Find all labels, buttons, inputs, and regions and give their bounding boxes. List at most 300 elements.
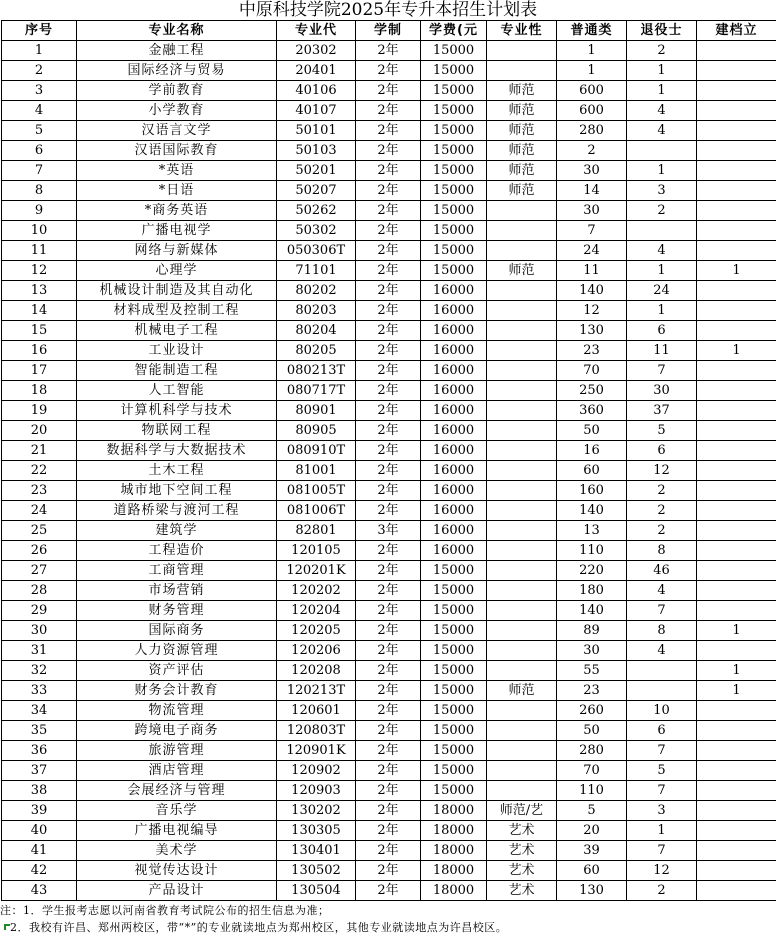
cell-no[interactable]: 31: [2, 641, 77, 661]
cell-fee[interactable]: 15000: [421, 721, 487, 741]
cell-years[interactable]: 2年: [356, 261, 421, 281]
cell-type[interactable]: 艺术: [487, 881, 557, 901]
cell-name[interactable]: 汉语言文学: [77, 121, 277, 141]
cell-fee[interactable]: 15000: [421, 741, 487, 761]
cell-no[interactable]: 10: [2, 221, 77, 241]
cell-no[interactable]: 24: [2, 501, 77, 521]
cell-name[interactable]: 工业设计: [77, 341, 277, 361]
header-cell-general[interactable]: 普通类: [557, 21, 627, 41]
cell-general[interactable]: 50: [557, 421, 627, 441]
header-cell-dang[interactable]: 建档立: [697, 21, 776, 41]
cell-veteran[interactable]: 1: [627, 821, 697, 841]
cell-general[interactable]: 180: [557, 581, 627, 601]
cell-name[interactable]: 音乐学: [77, 801, 277, 821]
cell-fee[interactable]: 15000: [421, 781, 487, 801]
cell-dang[interactable]: [697, 41, 776, 61]
cell-dang[interactable]: [697, 721, 776, 741]
cell-name[interactable]: 小学教育: [77, 101, 277, 121]
cell-type[interactable]: [487, 561, 557, 581]
cell-type[interactable]: [487, 301, 557, 321]
cell-veteran[interactable]: 12: [627, 461, 697, 481]
cell-years[interactable]: 2年: [356, 301, 421, 321]
cell-fee[interactable]: 18000: [421, 841, 487, 861]
cell-name[interactable]: 工商管理: [77, 561, 277, 581]
cell-general[interactable]: 23: [557, 681, 627, 701]
cell-type[interactable]: [487, 201, 557, 221]
cell-type[interactable]: [487, 281, 557, 301]
cell-name[interactable]: 人工智能: [77, 381, 277, 401]
cell-general[interactable]: 130: [557, 881, 627, 901]
cell-years[interactable]: 2年: [356, 641, 421, 661]
cell-type[interactable]: 师范/艺: [487, 801, 557, 821]
cell-type[interactable]: [487, 761, 557, 781]
cell-veteran[interactable]: 10: [627, 701, 697, 721]
cell-type[interactable]: [487, 541, 557, 561]
cell-fee[interactable]: 16000: [421, 481, 487, 501]
cell-type[interactable]: [487, 601, 557, 621]
cell-code[interactable]: 20302: [277, 41, 356, 61]
cell-veteran[interactable]: 2: [627, 41, 697, 61]
cell-fee[interactable]: 15000: [421, 221, 487, 241]
cell-no[interactable]: 40: [2, 821, 77, 841]
cell-general[interactable]: 50: [557, 721, 627, 741]
cell-years[interactable]: 2年: [356, 481, 421, 501]
cell-years[interactable]: 2年: [356, 621, 421, 641]
cell-dang[interactable]: [697, 321, 776, 341]
cell-veteran[interactable]: 37: [627, 401, 697, 421]
cell-years[interactable]: 2年: [356, 401, 421, 421]
cell-fee[interactable]: 16000: [421, 501, 487, 521]
cell-no[interactable]: 30: [2, 621, 77, 641]
cell-no[interactable]: 6: [2, 141, 77, 161]
cell-type[interactable]: [487, 641, 557, 661]
cell-code[interactable]: 50262: [277, 201, 356, 221]
cell-general[interactable]: 250: [557, 381, 627, 401]
cell-code[interactable]: 80203: [277, 301, 356, 321]
cell-years[interactable]: 2年: [356, 741, 421, 761]
cell-code[interactable]: 80901: [277, 401, 356, 421]
cell-years[interactable]: 2年: [356, 341, 421, 361]
cell-code[interactable]: 081005T: [277, 481, 356, 501]
cell-fee[interactable]: 15000: [421, 181, 487, 201]
cell-veteran[interactable]: 11: [627, 341, 697, 361]
cell-fee[interactable]: 16000: [421, 541, 487, 561]
cell-dang[interactable]: 1: [697, 661, 776, 681]
cell-fee[interactable]: 15000: [421, 261, 487, 281]
cell-type[interactable]: [487, 741, 557, 761]
cell-dang[interactable]: [697, 441, 776, 461]
cell-years[interactable]: 2年: [356, 81, 421, 101]
cell-name[interactable]: 计算机科学与技术: [77, 401, 277, 421]
cell-veteran[interactable]: 2: [627, 881, 697, 901]
cell-type[interactable]: 师范: [487, 81, 557, 101]
cell-no[interactable]: 32: [2, 661, 77, 681]
cell-dang[interactable]: [697, 761, 776, 781]
cell-veteran[interactable]: 2: [627, 481, 697, 501]
cell-general[interactable]: 89: [557, 621, 627, 641]
cell-dang[interactable]: [697, 861, 776, 881]
cell-type[interactable]: [487, 781, 557, 801]
cell-code[interactable]: 50101: [277, 121, 356, 141]
cell-name[interactable]: 旅游管理: [77, 741, 277, 761]
cell-general[interactable]: 12: [557, 301, 627, 321]
cell-general[interactable]: 60: [557, 461, 627, 481]
cell-code[interactable]: 50201: [277, 161, 356, 181]
cell-years[interactable]: 2年: [356, 781, 421, 801]
cell-veteran[interactable]: 1: [627, 61, 697, 81]
cell-general[interactable]: 140: [557, 601, 627, 621]
cell-fee[interactable]: 18000: [421, 861, 487, 881]
cell-no[interactable]: 18: [2, 381, 77, 401]
cell-code[interactable]: 120901K: [277, 741, 356, 761]
header-cell-type[interactable]: 专业性: [487, 21, 557, 41]
header-cell-veteran[interactable]: 退役士: [627, 21, 697, 41]
cell-general[interactable]: 30: [557, 161, 627, 181]
cell-code[interactable]: 120105: [277, 541, 356, 561]
cell-name[interactable]: 人力资源管理: [77, 641, 277, 661]
cell-type[interactable]: [487, 721, 557, 741]
cell-general[interactable]: 260: [557, 701, 627, 721]
cell-dang[interactable]: [697, 821, 776, 841]
cell-code[interactable]: 050306T: [277, 241, 356, 261]
cell-years[interactable]: 2年: [356, 181, 421, 201]
cell-fee[interactable]: 15000: [421, 601, 487, 621]
cell-fee[interactable]: 16000: [421, 381, 487, 401]
cell-no[interactable]: 38: [2, 781, 77, 801]
cell-veteran[interactable]: 1: [627, 81, 697, 101]
cell-veteran[interactable]: 5: [627, 761, 697, 781]
cell-veteran[interactable]: 7: [627, 741, 697, 761]
cell-fee[interactable]: 16000: [421, 341, 487, 361]
cell-name[interactable]: 会展经济与管理: [77, 781, 277, 801]
cell-name[interactable]: 道路桥梁与渡河工程: [77, 501, 277, 521]
cell-fee[interactable]: 15000: [421, 61, 487, 81]
cell-veteran[interactable]: 8: [627, 621, 697, 641]
cell-no[interactable]: 29: [2, 601, 77, 621]
cell-dang[interactable]: [697, 461, 776, 481]
cell-code[interactable]: 20401: [277, 61, 356, 81]
cell-name[interactable]: 视觉传达设计: [77, 861, 277, 881]
cell-name[interactable]: 数据科学与大数据技术: [77, 441, 277, 461]
cell-type[interactable]: [487, 221, 557, 241]
cell-code[interactable]: 50207: [277, 181, 356, 201]
cell-name[interactable]: 跨境电子商务: [77, 721, 277, 741]
cell-name[interactable]: 智能制造工程: [77, 361, 277, 381]
cell-general[interactable]: 1: [557, 61, 627, 81]
cell-name[interactable]: 国际经济与贸易: [77, 61, 277, 81]
cell-veteran[interactable]: 7: [627, 361, 697, 381]
cell-veteran[interactable]: 6: [627, 721, 697, 741]
cell-no[interactable]: 11: [2, 241, 77, 261]
cell-no[interactable]: 3: [2, 81, 77, 101]
cell-general[interactable]: 70: [557, 761, 627, 781]
cell-type[interactable]: [487, 421, 557, 441]
cell-dang[interactable]: 1: [697, 261, 776, 281]
cell-fee[interactable]: 15000: [421, 101, 487, 121]
cell-code[interactable]: 080910T: [277, 441, 356, 461]
cell-dang[interactable]: [697, 121, 776, 141]
cell-no[interactable]: 21: [2, 441, 77, 461]
cell-years[interactable]: 2年: [356, 801, 421, 821]
cell-name[interactable]: 建筑学: [77, 521, 277, 541]
cell-years[interactable]: 2年: [356, 421, 421, 441]
cell-veteran[interactable]: 1: [627, 261, 697, 281]
cell-fee[interactable]: 15000: [421, 701, 487, 721]
cell-no[interactable]: 26: [2, 541, 77, 561]
cell-fee[interactable]: 15000: [421, 141, 487, 161]
cell-code[interactable]: 120202: [277, 581, 356, 601]
cell-fee[interactable]: 16000: [421, 461, 487, 481]
cell-name[interactable]: 材料成型及控制工程: [77, 301, 277, 321]
cell-name[interactable]: 财务会计教育: [77, 681, 277, 701]
cell-general[interactable]: 140: [557, 281, 627, 301]
cell-general[interactable]: 39: [557, 841, 627, 861]
cell-code[interactable]: 120206: [277, 641, 356, 661]
header-cell-name[interactable]: 专业名称: [77, 21, 277, 41]
cell-code[interactable]: 120201K: [277, 561, 356, 581]
cell-code[interactable]: 120204: [277, 601, 356, 621]
cell-general[interactable]: 60: [557, 861, 627, 881]
cell-fee[interactable]: 15000: [421, 561, 487, 581]
cell-general[interactable]: 360: [557, 401, 627, 421]
cell-general[interactable]: 7: [557, 221, 627, 241]
cell-code[interactable]: 40106: [277, 81, 356, 101]
cell-years[interactable]: 2年: [356, 281, 421, 301]
cell-name[interactable]: 学前教育: [77, 81, 277, 101]
cell-code[interactable]: 130401: [277, 841, 356, 861]
cell-veteran[interactable]: [627, 661, 697, 681]
cell-fee[interactable]: 15000: [421, 621, 487, 641]
cell-code[interactable]: 130305: [277, 821, 356, 841]
cell-dang[interactable]: [697, 561, 776, 581]
cell-code[interactable]: 120903: [277, 781, 356, 801]
cell-code[interactable]: 081006T: [277, 501, 356, 521]
cell-name[interactable]: 网络与新媒体: [77, 241, 277, 261]
cell-name[interactable]: 机械设计制造及其自动化: [77, 281, 277, 301]
cell-dang[interactable]: [697, 281, 776, 301]
cell-general[interactable]: 110: [557, 781, 627, 801]
cell-no[interactable]: 34: [2, 701, 77, 721]
cell-no[interactable]: 5: [2, 121, 77, 141]
cell-type[interactable]: [487, 481, 557, 501]
cell-code[interactable]: 50103: [277, 141, 356, 161]
cell-no[interactable]: 8: [2, 181, 77, 201]
cell-code[interactable]: 130202: [277, 801, 356, 821]
cell-general[interactable]: 280: [557, 121, 627, 141]
cell-veteran[interactable]: 4: [627, 581, 697, 601]
cell-dang[interactable]: [697, 741, 776, 761]
cell-dang[interactable]: [697, 781, 776, 801]
cell-dang[interactable]: [697, 81, 776, 101]
cell-years[interactable]: 2年: [356, 821, 421, 841]
cell-code[interactable]: 81001: [277, 461, 356, 481]
cell-general[interactable]: 20: [557, 821, 627, 841]
cell-dang[interactable]: [697, 301, 776, 321]
cell-dang[interactable]: [697, 101, 776, 121]
header-cell-years[interactable]: 学制: [356, 21, 421, 41]
cell-veteran[interactable]: [627, 141, 697, 161]
cell-general[interactable]: 30: [557, 201, 627, 221]
cell-years[interactable]: 2年: [356, 761, 421, 781]
cell-general[interactable]: 130: [557, 321, 627, 341]
header-cell-code[interactable]: 专业代: [277, 21, 356, 41]
cell-no[interactable]: 9: [2, 201, 77, 221]
cell-years[interactable]: 2年: [356, 601, 421, 621]
cell-veteran[interactable]: 3: [627, 181, 697, 201]
cell-name[interactable]: 国际商务: [77, 621, 277, 641]
cell-code[interactable]: 82801: [277, 521, 356, 541]
cell-name[interactable]: 物联网工程: [77, 421, 277, 441]
cell-veteran[interactable]: 7: [627, 601, 697, 621]
cell-type[interactable]: [487, 241, 557, 261]
cell-veteran[interactable]: 46: [627, 561, 697, 581]
cell-general[interactable]: 13: [557, 521, 627, 541]
cell-code[interactable]: 120902: [277, 761, 356, 781]
cell-type[interactable]: [487, 361, 557, 381]
cell-years[interactable]: 2年: [356, 581, 421, 601]
cell-dang[interactable]: [697, 481, 776, 501]
cell-name[interactable]: 心理学: [77, 261, 277, 281]
cell-type[interactable]: 师范: [487, 681, 557, 701]
cell-veteran[interactable]: [627, 221, 697, 241]
cell-type[interactable]: [487, 381, 557, 401]
cell-years[interactable]: 2年: [356, 381, 421, 401]
cell-years[interactable]: 2年: [356, 361, 421, 381]
cell-dang[interactable]: [697, 401, 776, 421]
cell-no[interactable]: 1: [2, 41, 77, 61]
cell-general[interactable]: 600: [557, 81, 627, 101]
cell-general[interactable]: 70: [557, 361, 627, 381]
cell-no[interactable]: 19: [2, 401, 77, 421]
cell-years[interactable]: 2年: [356, 501, 421, 521]
cell-type[interactable]: [487, 341, 557, 361]
cell-code[interactable]: 80905: [277, 421, 356, 441]
cell-veteran[interactable]: [627, 681, 697, 701]
cell-type[interactable]: [487, 401, 557, 421]
cell-general[interactable]: 110: [557, 541, 627, 561]
cell-veteran[interactable]: 3: [627, 801, 697, 821]
cell-years[interactable]: 2年: [356, 881, 421, 901]
cell-years[interactable]: 2年: [356, 441, 421, 461]
cell-general[interactable]: 11: [557, 261, 627, 281]
cell-dang[interactable]: [697, 141, 776, 161]
cell-name[interactable]: 美术学: [77, 841, 277, 861]
cell-general[interactable]: 140: [557, 501, 627, 521]
cell-type[interactable]: [487, 501, 557, 521]
cell-type[interactable]: 师范: [487, 181, 557, 201]
cell-name[interactable]: 财务管理: [77, 601, 277, 621]
cell-code[interactable]: 130502: [277, 861, 356, 881]
cell-general[interactable]: 5: [557, 801, 627, 821]
cell-veteran[interactable]: 2: [627, 521, 697, 541]
cell-general[interactable]: 16: [557, 441, 627, 461]
cell-fee[interactable]: 18000: [421, 881, 487, 901]
cell-no[interactable]: 14: [2, 301, 77, 321]
cell-years[interactable]: 2年: [356, 61, 421, 81]
cell-type[interactable]: 师范: [487, 161, 557, 181]
cell-dang[interactable]: [697, 541, 776, 561]
cell-veteran[interactable]: 7: [627, 781, 697, 801]
cell-veteran[interactable]: 6: [627, 441, 697, 461]
cell-fee[interactable]: 16000: [421, 361, 487, 381]
cell-veteran[interactable]: 2: [627, 201, 697, 221]
cell-fee[interactable]: 16000: [421, 321, 487, 341]
cell-code[interactable]: 120803T: [277, 721, 356, 741]
cell-no[interactable]: 43: [2, 881, 77, 901]
cell-general[interactable]: 2: [557, 141, 627, 161]
cell-name[interactable]: *日语: [77, 181, 277, 201]
cell-years[interactable]: 2年: [356, 221, 421, 241]
cell-fee[interactable]: 15000: [421, 241, 487, 261]
cell-fee[interactable]: 16000: [421, 281, 487, 301]
cell-name[interactable]: 工程造价: [77, 541, 277, 561]
cell-no[interactable]: 25: [2, 521, 77, 541]
cell-general[interactable]: 14: [557, 181, 627, 201]
cell-fee[interactable]: 15000: [421, 161, 487, 181]
cell-fee[interactable]: 15000: [421, 41, 487, 61]
cell-type[interactable]: 师范: [487, 121, 557, 141]
cell-name[interactable]: 资产评估: [77, 661, 277, 681]
cell-no[interactable]: 28: [2, 581, 77, 601]
cell-veteran[interactable]: 7: [627, 841, 697, 861]
cell-code[interactable]: 130504: [277, 881, 356, 901]
cell-type[interactable]: 师范: [487, 261, 557, 281]
cell-dang[interactable]: 1: [697, 621, 776, 641]
cell-no[interactable]: 20: [2, 421, 77, 441]
cell-code[interactable]: 080213T: [277, 361, 356, 381]
cell-no[interactable]: 36: [2, 741, 77, 761]
cell-type[interactable]: [487, 521, 557, 541]
cell-general[interactable]: 1: [557, 41, 627, 61]
cell-fee[interactable]: 15000: [421, 761, 487, 781]
cell-type[interactable]: [487, 621, 557, 641]
cell-code[interactable]: 120205: [277, 621, 356, 641]
cell-name[interactable]: 汉语国际教育: [77, 141, 277, 161]
cell-dang[interactable]: [697, 801, 776, 821]
cell-years[interactable]: 2年: [356, 841, 421, 861]
cell-type[interactable]: [487, 581, 557, 601]
cell-dang[interactable]: [697, 581, 776, 601]
cell-years[interactable]: 2年: [356, 561, 421, 581]
cell-code[interactable]: 80205: [277, 341, 356, 361]
cell-general[interactable]: 280: [557, 741, 627, 761]
cell-general[interactable]: 160: [557, 481, 627, 501]
cell-years[interactable]: 2年: [356, 721, 421, 741]
cell-dang[interactable]: [697, 701, 776, 721]
cell-years[interactable]: 3年: [356, 521, 421, 541]
cell-no[interactable]: 27: [2, 561, 77, 581]
cell-no[interactable]: 37: [2, 761, 77, 781]
cell-code[interactable]: 40107: [277, 101, 356, 121]
cell-general[interactable]: 55: [557, 661, 627, 681]
cell-fee[interactable]: 16000: [421, 441, 487, 461]
cell-years[interactable]: 2年: [356, 161, 421, 181]
cell-code[interactable]: 120208: [277, 661, 356, 681]
cell-name[interactable]: 物流管理: [77, 701, 277, 721]
cell-type[interactable]: 师范: [487, 141, 557, 161]
cell-type[interactable]: [487, 61, 557, 81]
cell-code[interactable]: 80204: [277, 321, 356, 341]
cell-dang[interactable]: [697, 501, 776, 521]
cell-code[interactable]: 80202: [277, 281, 356, 301]
cell-dang[interactable]: [697, 181, 776, 201]
cell-years[interactable]: 2年: [356, 861, 421, 881]
cell-dang[interactable]: [697, 601, 776, 621]
cell-fee[interactable]: 16000: [421, 401, 487, 421]
cell-veteran[interactable]: 6: [627, 321, 697, 341]
cell-name[interactable]: 广播电视编导: [77, 821, 277, 841]
cell-no[interactable]: 41: [2, 841, 77, 861]
